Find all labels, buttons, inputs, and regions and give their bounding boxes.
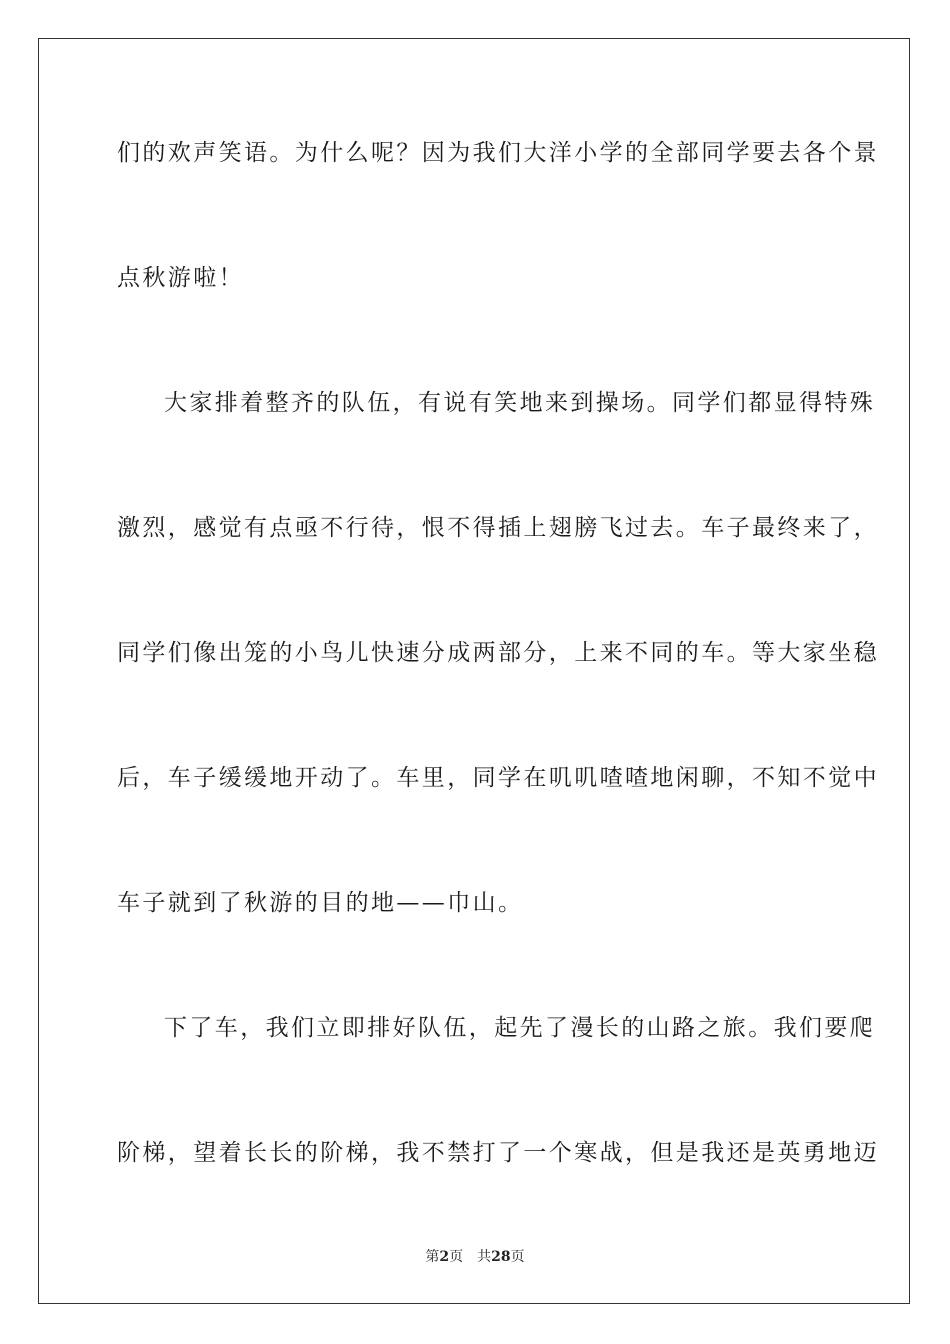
text-line-9: 阶梯，望着长长的阶梯，我不禁打了一个寒战，但是我还是英勇地迈 <box>117 1140 879 1166</box>
text-line-2: 点秋游啦！ <box>117 265 244 291</box>
total-suffix: 页 <box>510 1249 525 1265</box>
page-border <box>38 38 910 1304</box>
text-line-1: 们的欢声笑语。为什么呢？因为我们大洋小学的全部同学要去各个景 <box>117 140 879 166</box>
page-number: 2 <box>439 1249 450 1265</box>
paragraph-3-line-1: 下了车，我们立即排好队伍，起先了漫长的山路之旅。我们要爬 <box>164 1015 876 1041</box>
page-footer <box>0 1247 950 1267</box>
text-line-5: 同学们像出笼的小鸟儿快速分成两部分，上来不同的车。等大家坐稳 <box>117 640 879 666</box>
text-line-4: 激烈，感觉有点亟不行待，恨不得插上翅膀飞过去。车子最终来了， <box>117 515 879 541</box>
page-suffix: 页 <box>449 1249 464 1265</box>
paragraph-2-line-1: 大家排着整齐的队伍，有说有笑地来到操场。同学们都显得特殊 <box>164 390 876 416</box>
total-prefix: 共 <box>477 1249 492 1265</box>
text-line-6: 后，车子缓缓地开动了。车里，同学在叽叽喳喳地闲聊，不知不觉中 <box>117 765 879 791</box>
total-pages: 28 <box>491 1249 511 1265</box>
page-prefix: 第 <box>425 1249 440 1265</box>
text-line-7: 车子就到了秋游的目的地——巾山。 <box>117 890 524 916</box>
